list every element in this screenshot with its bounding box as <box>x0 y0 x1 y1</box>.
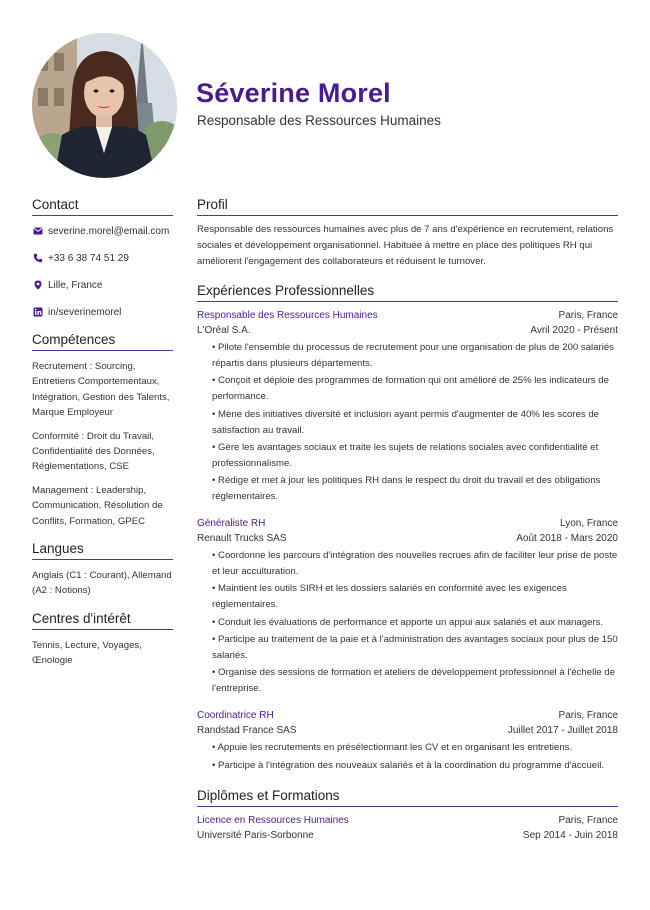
contact-location <box>32 278 173 292</box>
job-bullet: • Conduit les évaluations de performance et apporte un appui aux salariés et aux managers. <box>212 615 618 631</box>
languages-text: Anglais (C1 : Courant), Allemand (A2 : Notions) <box>32 570 172 597</box>
phone-icon <box>32 253 43 264</box>
profile-summary: Responsable des ressources humaines avec plus de 7 ans d'expérience en recrutement, relations sociales et développement organisationnel. Habituée à mettre en place des politiques RH qui améliorent l'engagement des collaborateurs et réduisent le turnover. <box>197 224 614 267</box>
job-bullet: • Gère les avantages sociaux et traite les sujets de relations sociales avec confidentialité et professionnalisme. <box>212 440 618 472</box>
education-entry <box>197 813 618 843</box>
contact-email[interactable] <box>32 224 173 238</box>
job-bullet: • Coordonne les parcours d'intégration des nouvelles recrues afin de faciliter leur prise de poste et leur acculturation. <box>212 548 618 580</box>
location-pin-icon <box>32 280 43 291</box>
interests-heading: Centres d'intérêt <box>32 611 173 630</box>
job-bullet: • Maintient les outils SIRH et les dossiers salariés en conformité avec les exigences réglementaires. <box>212 581 618 613</box>
job-location: Paris, France <box>558 310 618 321</box>
job-bullet: • Organise des sessions de formation et ateliers de développement professionnel à l'échelle de l'entreprise. <box>212 665 618 697</box>
job-bullet: • Rédige et met à jour les politiques RH dans le respect du droit du travail et des obligations réglementaires. <box>212 473 618 505</box>
job-bullets <box>197 340 618 505</box>
job-position: Coordinatrice RH <box>197 710 274 722</box>
job-bullets <box>197 548 618 697</box>
job-dates: Août 2018 - Mars 2020 <box>516 533 618 545</box>
skills-heading: Compétences <box>32 332 173 351</box>
job-bullet: • Appuie les recrutements en présélectionnant les CV et en organisant les entretiens. <box>212 740 618 756</box>
contact-heading: Contact <box>32 197 173 216</box>
job-position: Responsable des Ressources Humaines <box>197 310 378 321</box>
profile-photo-illustration <box>32 33 177 178</box>
job-position: Généraliste RH <box>197 518 266 530</box>
profile-heading: Profil <box>197 197 618 216</box>
job-bullet: • Participe à l'intégration des nouveaux salariés et à la coordination du programme d'accueil. <box>212 758 618 774</box>
job-bullet: • Mène des initiatives diversité et inclusion ayant permis d'augmenter de 40% les scores de satisfaction au travail. <box>212 407 618 439</box>
job-company: L'Oréal S.A. <box>197 325 251 336</box>
skills-group-compliance: Conformité : Droit du Travail, Confidentialité des Données, Réglementations, CSE <box>32 430 155 473</box>
job-dates: Juillet 2017 - Juillet 2018 <box>507 725 618 737</box>
candidate-name: Séverine Morel <box>196 78 391 108</box>
languages-heading: Langues <box>32 541 173 560</box>
contact-linkedin[interactable] <box>32 305 173 319</box>
education-heading: Diplômes et Formations <box>197 788 618 807</box>
profile-photo <box>32 33 177 178</box>
job-bullet: • Conçoit et déploie des programmes de formation qui ont amélioré de 25% les indicateurs de performance. <box>212 373 618 405</box>
contact-email-text: severine.morel@email.com <box>48 225 170 237</box>
degree-title: Licence en Ressources Humaines <box>197 814 349 826</box>
left-column <box>32 197 173 677</box>
job-location: Paris, France <box>558 710 618 722</box>
job-entry <box>197 708 618 773</box>
skills-group-recruitment: Recrutement : Sourcing, Entretiens Comportementaux, Intégration, Gestion des Talents, Marque Employeur <box>32 361 170 419</box>
job-title: Responsable des Ressources Humaines <box>197 113 441 128</box>
job-bullet: • Participe au traitement de la paie et à l'administration des avantages sociaux pour plus de 150 salariés. <box>212 632 618 664</box>
experience-heading: Expériences Professionnelles <box>197 283 618 302</box>
job-location: Lyon, France <box>560 518 618 530</box>
right-column <box>197 197 618 854</box>
interests-text: Tennis, Lecture, Voyages, Œnologie <box>32 639 142 667</box>
education-dates: Sep 2014 - Juin 2018 <box>522 829 618 841</box>
job-company: Renault Trucks SAS <box>197 533 287 545</box>
envelope-icon <box>32 226 43 237</box>
skills-group-management: Management : Leadership, Communication, Résolution de Conflits, Formation, GPEC <box>32 484 163 527</box>
contact-phone[interactable] <box>32 251 173 265</box>
job-dates: Avril 2020 - Présent <box>530 325 618 336</box>
education-school: Université Paris-Sorbonne <box>197 829 314 841</box>
job-bullet: • Pilote l'ensemble du processus de recrutement pour une organisation de plus de 200 salariés répartis dans plusieurs départements. <box>212 340 618 372</box>
linkedin-icon <box>32 307 43 318</box>
contact-linkedin-text: in/severinemorel <box>48 306 122 318</box>
job-entry <box>197 516 618 697</box>
contact-phone-text: +33 6 38 74 51 29 <box>48 252 129 264</box>
job-entry <box>197 308 618 505</box>
job-bullets <box>197 740 618 773</box>
job-company: Randstad France SAS <box>197 725 297 737</box>
education-location: Paris, France <box>558 814 618 826</box>
contact-location-text: Lille, France <box>48 279 103 291</box>
